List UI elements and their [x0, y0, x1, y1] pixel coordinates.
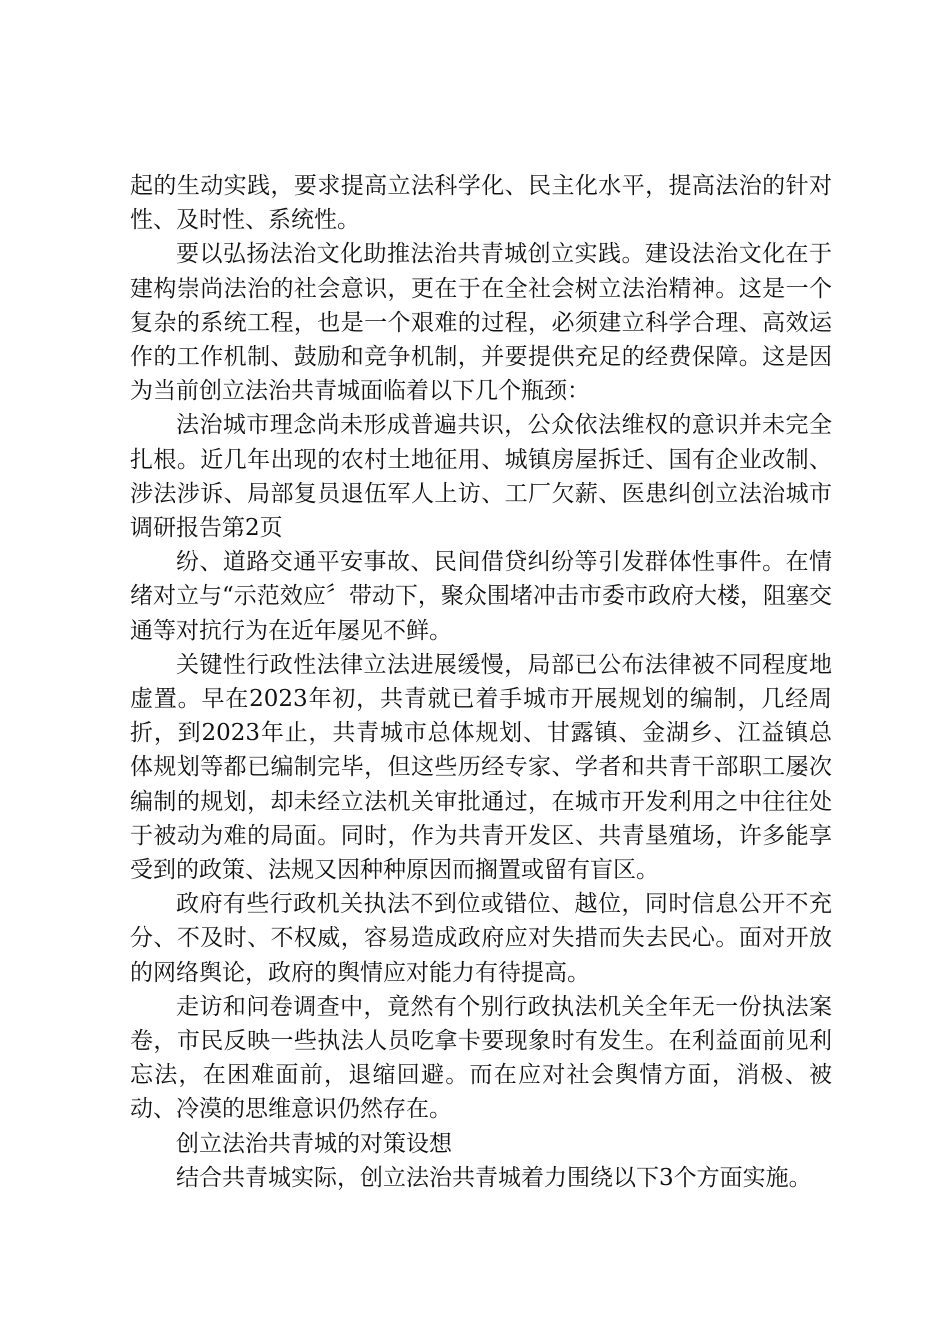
paragraph-group-incidents: 纷、道路交通平安事故、民间借贷纠纷等引发群体性事件。在情绪对立与“示范效应〞带动下，聚众围堵冲击市委市政府大楼，阻塞交通等对抗行为在近年屡见不鲜。: [130, 549, 832, 644]
section-heading-countermeasures: 创立法治共青城的对策设想: [176, 1130, 452, 1157]
paragraph-law-enforcement: 政府有些行政机关执法不到位或错位、越位，同时信息公开不充分、不及时、不权威，容易造成政府应对失措而失去民心。面对开放的网络舆论，政府的舆情应对能力有待提高。: [130, 891, 832, 986]
document-body: [130, 169, 832, 1195]
paragraph-legislation-progress: 关键性行政性法律立法进展缓慢，局部已公布法律被不同程度地虚置。早在2023年初，共青就已着手城市开展规划的编制，几经周折，到2023年止，共青城市总体规划、甘露镇、金湖乡、江益镇总体规划等都已编制完毕，但这些历经专家、学者和共青干部职工屡次编制的规划，却未经立法机关审批通过，在城市开发利用之中往往处于被动为难的局面。同时，作为共青开发区、共青垦殖场，许多能享受到的政策、法规又因种种原因而搁置或留有盲区。: [130, 651, 832, 884]
paragraph-legal-culture: 要以弘扬法治文化助推法治共青城创立实践。建设法治文化在于建构崇尚法治的社会意识，更在于在全社会树立法治精神。这是一个复杂的系统工程，也是一个艰难的过程，必须建立科学合理、高效运作的工作机制、鼓励和竞争机制，并要提供充足的经费保障。这是因为当前创立法治共青城面临着以下几个瓶颈：: [130, 241, 832, 405]
paragraph-public-awareness: 法治城市理念尚未形成普遍共识，公众依法维权的意识并未完全扎根。近几年出现的农村土地征用、城镇房屋拆迁、国有企业改制、涉法涉诉、局部复员退伍军人上访、工厂欠薪、医患纠创立法治城市调研报告第2页: [130, 412, 832, 542]
paragraph-survey-findings: 走访和问卷调查中，竟然有个别行政执法机关全年无一份执法案卷，市民反映一些执法人员吃拿卡要现象时有发生。在利益面前见利忘法，在困难面前，退缩回避。而在应对社会舆情方面，消极、被动、冷漠的思维意识仍然存在。: [130, 993, 832, 1123]
paragraph-implementation: 结合共青城实际，创立法治共青城着力围绕以下3个方面实施。: [176, 1164, 812, 1191]
paragraph-continuation: 起的生动实践，要求提高立法科学化、民主化水平，提高法治的针对性、及时性、系统性。: [130, 173, 832, 234]
